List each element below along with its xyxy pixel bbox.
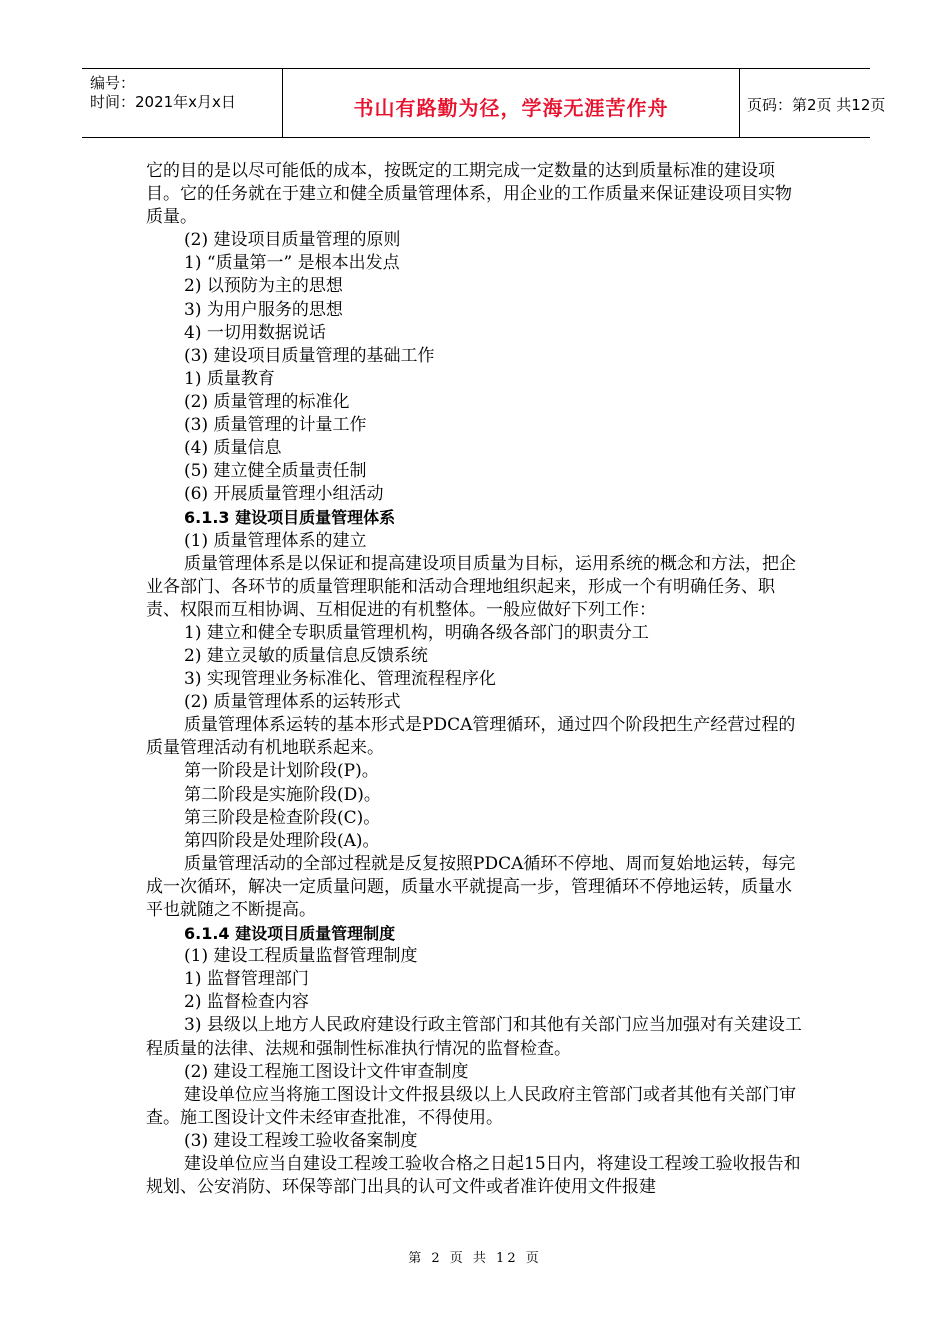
paragraph: 质量管理体系是以保证和提高建设项目质量为目标，运用系统的概念和方法，把企业各部门、各环节的质量管理职能和活动合理地组织起来，形成一个有明确任务、职责、权限而互相协调、互相促进的有机整体。一般应做好下列工作：: [146, 553, 796, 620]
paragraph: (4) 质量信息: [184, 438, 282, 459]
paragraph: 1) 监督管理部门: [184, 969, 309, 990]
document-code-label: 编号：: [90, 74, 136, 92]
paragraph: 1) 建立和健全专职质量管理机构，明确各级各部门的职责分工: [184, 622, 649, 643]
paragraph: 3) 县级以上地方人民政府建设行政主管部门和其他有关部门应当加强对有关建设工程质量的法律、法规和强制性标准执行情况的监督检查。: [146, 1015, 802, 1059]
paragraph: (2) 建设项目质量管理的原则: [184, 230, 401, 251]
section-heading: 6.1.3 建设项目质量管理体系: [184, 508, 396, 528]
header-motto: 书山有路勤为径，学海无涯苦作舟: [353, 96, 669, 120]
paragraph: 1) 质量教育: [184, 368, 275, 389]
paragraph: (1) 建设工程质量监督管理制度: [184, 946, 418, 967]
document-time-label: 时间：2021年x月x日: [90, 93, 236, 111]
paragraph: (2) 质量管理体系的运转形式: [184, 692, 401, 713]
paragraph: 2) 建立灵敏的质量信息反馈系统: [184, 645, 428, 666]
document-body: [146, 160, 806, 1199]
paragraph: (3) 质量管理的计量工作: [184, 415, 367, 436]
paragraph: 3) 实现管理业务标准化、管理流程程序化: [184, 669, 496, 690]
paragraph: (6) 开展质量管理小组活动: [184, 484, 384, 505]
paragraph: (3) 建设工程竣工验收备案制度: [184, 1130, 418, 1151]
paragraph: (2) 建设工程施工图设计文件审查制度: [184, 1061, 469, 1082]
page-footer: 第 2 页 共 12 页: [408, 1251, 542, 1266]
page-header: [82, 68, 886, 138]
header-meta-cell: [82, 69, 282, 137]
paragraph: 1) “质量第一” 是根本出发点: [184, 253, 400, 274]
header-motto-cell: [282, 69, 740, 137]
paragraph: 建设单位应当自建设工程竣工验收合格之日起15日内，将建设工程竣工验收报告和规划、公安消防、环保等部门出具的认可文件或者准许使用文件报建: [146, 1154, 801, 1198]
paragraph: 4) 一切用数据说话: [184, 322, 326, 343]
paragraph: (2) 质量管理的标准化: [184, 391, 350, 412]
header-page-info: 页码：第2页 共12页: [747, 96, 886, 114]
paragraph: 质量管理体系运转的基本形式是PDCA管理循环，通过四个阶段把生产经营过程的质量管理活动有机地联系起来。: [146, 715, 796, 759]
paragraph: (5) 建立健全质量责任制: [184, 461, 367, 482]
paragraph: 建设单位应当将施工图设计文件报县级以上人民政府主管部门或者其他有关部门审查。施工图设计文件未经审查批准，不得使用。: [146, 1084, 796, 1128]
paragraph: 第三阶段是检查阶段(C)。: [184, 807, 381, 828]
header-page-cell: [739, 69, 886, 137]
paragraph: 第一阶段是计划阶段(P)。: [184, 761, 379, 782]
paragraph: 2) 监督检查内容: [184, 992, 309, 1013]
paragraph: 2) 以预防为主的思想: [184, 276, 343, 297]
paragraph: 它的目的是以尽可能低的成本，按既定的工期完成一定数量的达到质量标准的建设项目。它的任务就在于建立和健全质量管理体系，用企业的工作质量来保证建设项目实物质量。: [146, 161, 792, 228]
paragraph: 第二阶段是实施阶段(D)。: [184, 784, 381, 805]
paragraph: (3) 建设项目质量管理的基础工作: [184, 345, 435, 366]
paragraph: (1) 质量管理体系的建立: [184, 530, 367, 551]
section-heading: 6.1.4 建设项目质量管理制度: [184, 924, 396, 944]
paragraph: 3) 为用户服务的思想: [184, 299, 343, 320]
paragraph: 质量管理活动的全部过程就是反复按照PDCA循环不停地、周而复始地运转，每完成一次循环，解决一定质量问题，质量水平就提高一步，管理循环不停地运转，质量水平也就随之不断提高。: [146, 853, 796, 920]
paragraph: 第四阶段是处理阶段(A)。: [184, 830, 380, 851]
